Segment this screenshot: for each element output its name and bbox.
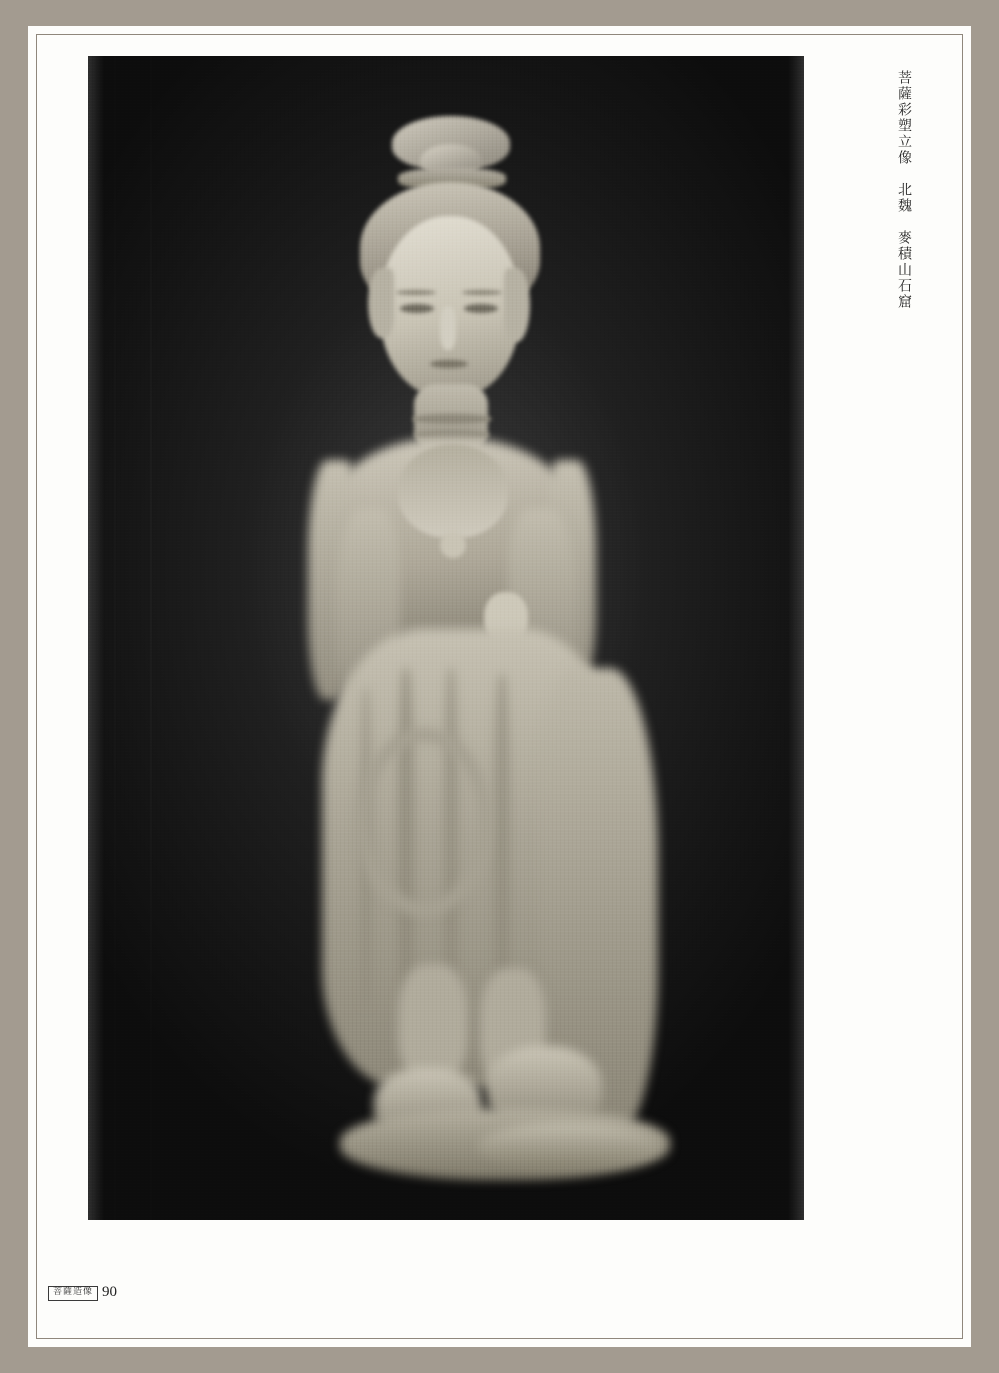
statue-mouth: [430, 360, 468, 368]
statue-neck-crease-upper: [412, 414, 492, 424]
statue-sash-loop: [356, 728, 492, 916]
statue-collar: [398, 444, 508, 538]
page-footer: [48, 1285, 117, 1301]
bodhisattva-statue-figure: [248, 108, 668, 1198]
statue-brow-left: [396, 290, 436, 295]
plate-right-edge: [788, 56, 804, 1220]
statue-brow-right: [462, 290, 502, 295]
statue-ear-right: [504, 268, 530, 342]
plate-caption: 菩薩彩塑立像 北魏 麥積山石窟: [896, 70, 912, 310]
book-page: [28, 26, 971, 1347]
statue-knee-left: [398, 964, 468, 1084]
statue-ear-left: [368, 268, 394, 338]
statue-nose: [440, 306, 456, 350]
plate-left-edge: [88, 56, 104, 1220]
statue-eye-right: [464, 304, 498, 313]
statue-pedestal-front: [478, 1122, 658, 1168]
footer-page-number: 90: [102, 1284, 118, 1300]
statue-necklace-pendant: [440, 532, 466, 558]
footer-section-label: 菩薩造像: [48, 1286, 98, 1301]
photo-plate: [88, 56, 804, 1220]
statue-eye-left: [400, 304, 434, 313]
